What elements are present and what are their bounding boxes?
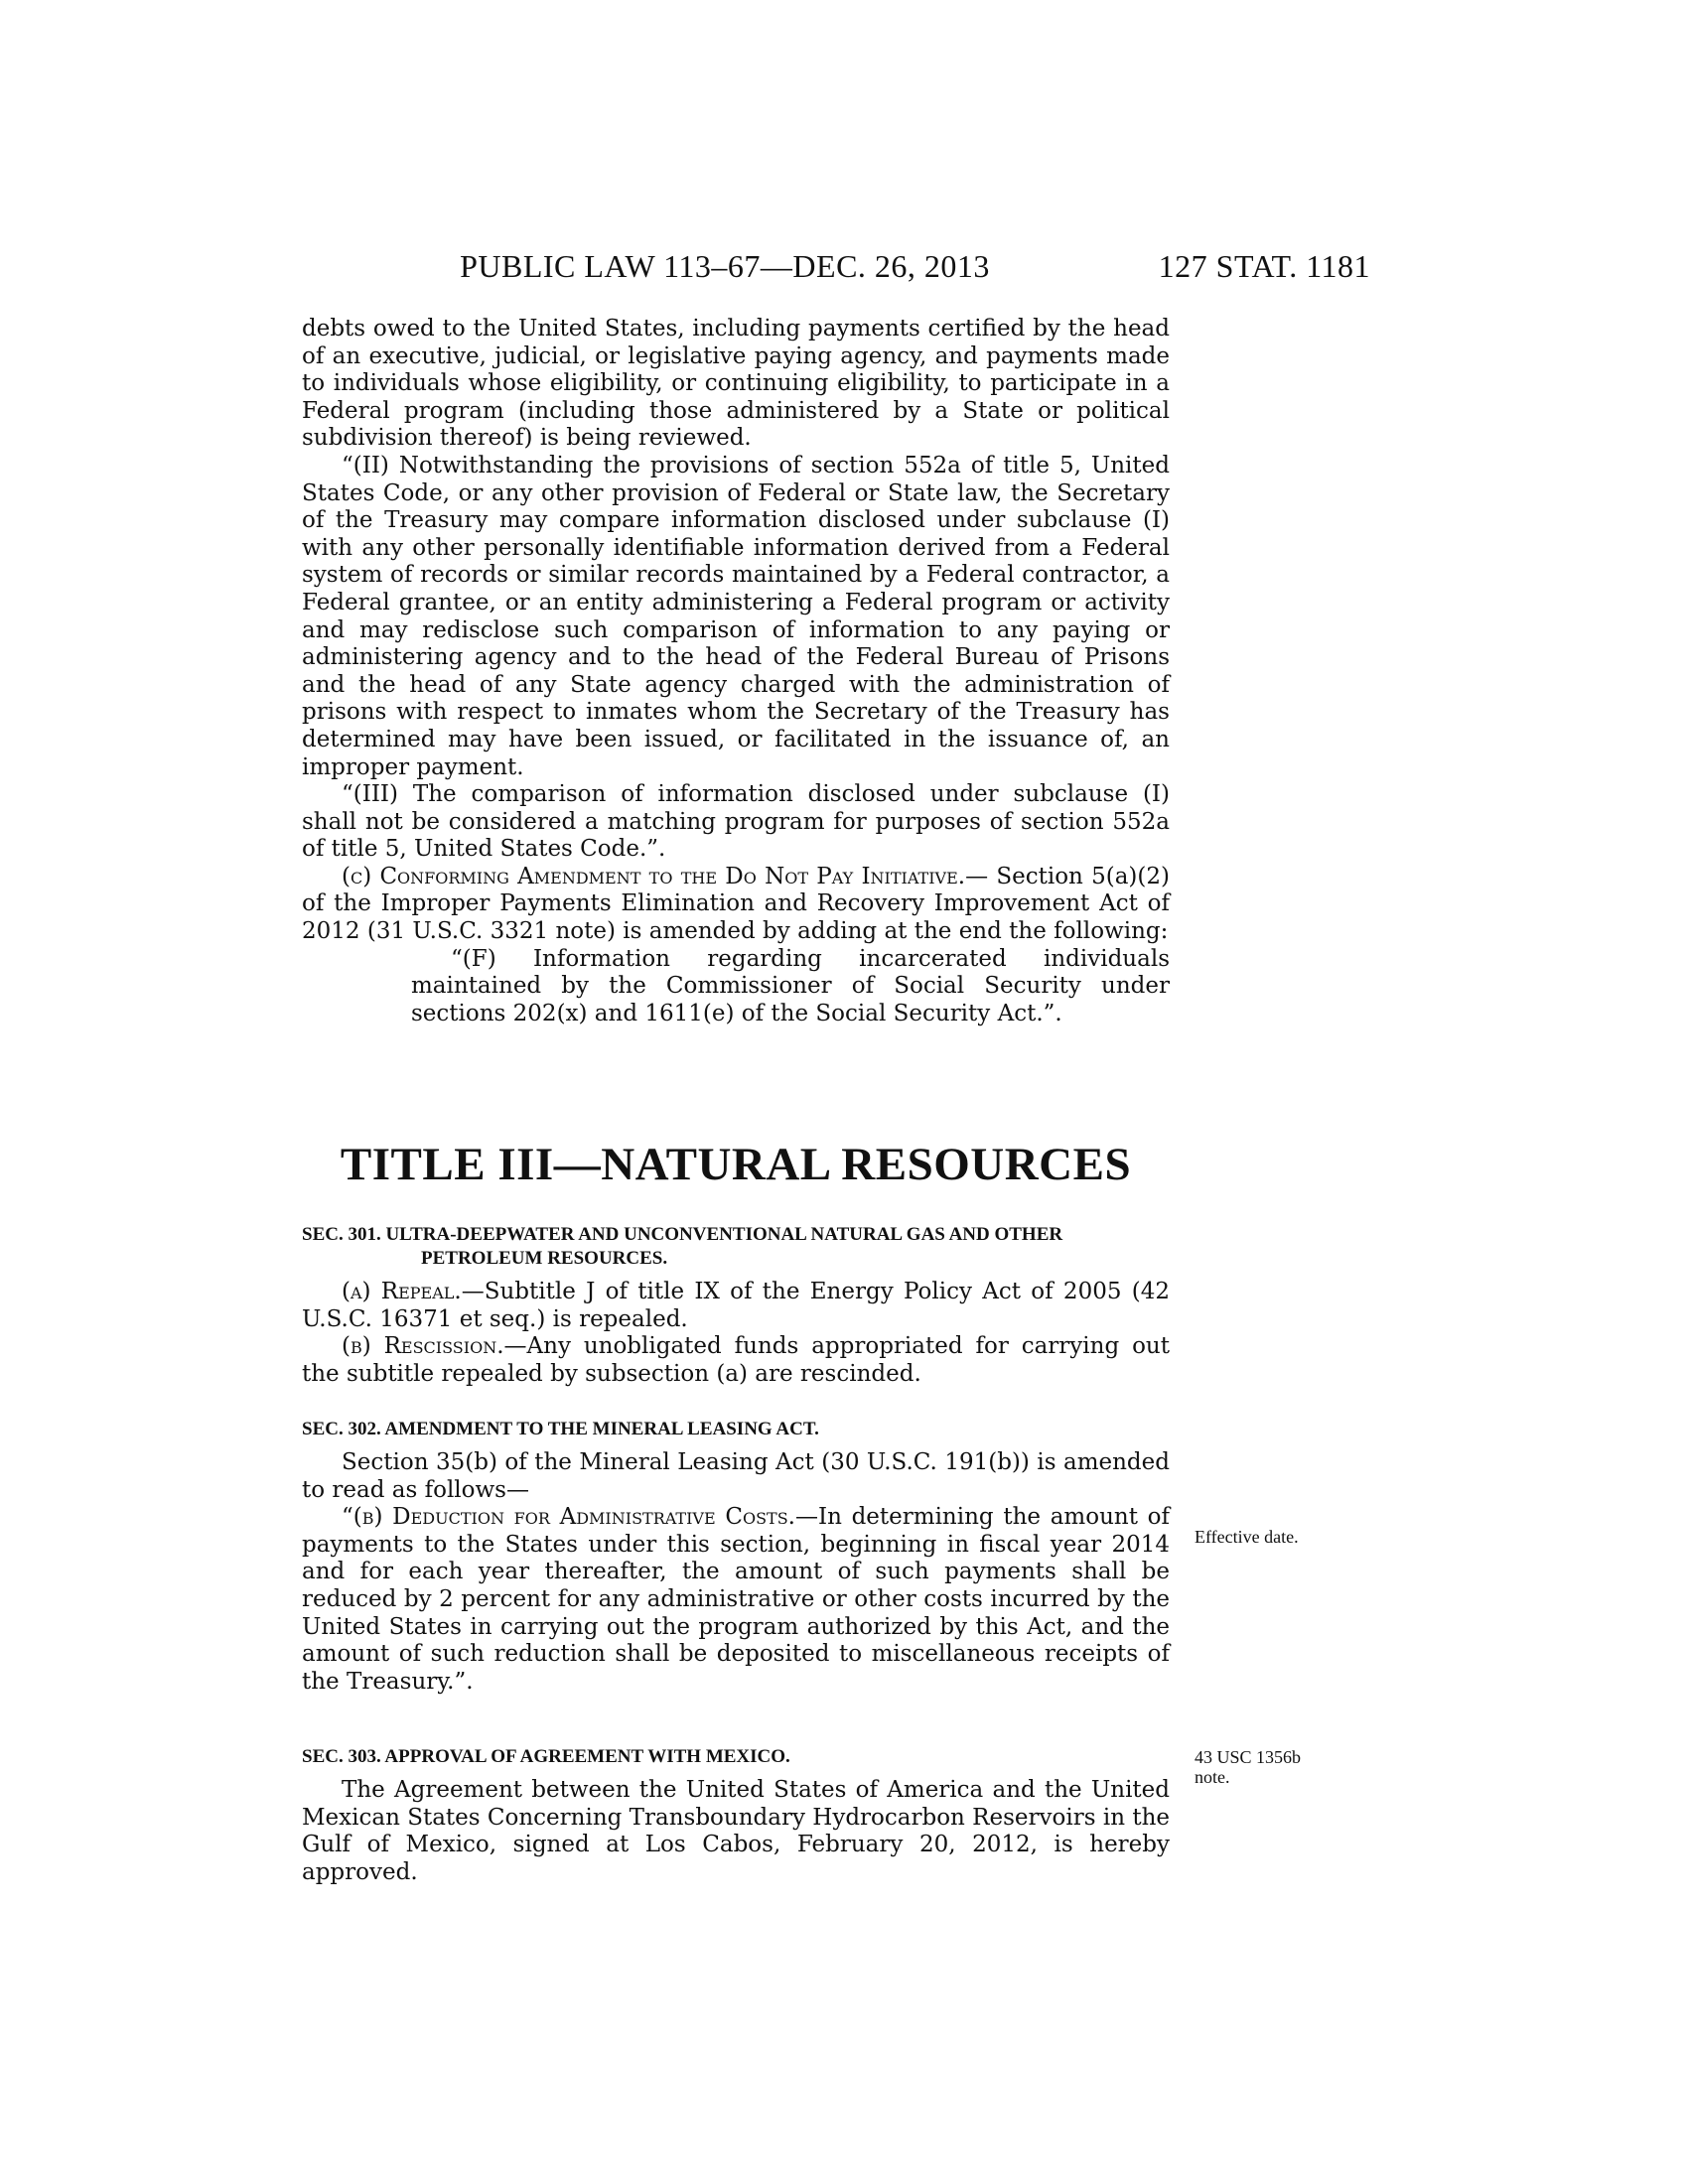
section-302-intro: Section 35(b) of the Mineral Leasing Act (30 U.S.C. 191(b)) is amended to read as follows— [302,1449,1170,1503]
section-301-b-heading: (b) Rescission.— [342,1333,527,1360]
section-303-text: The Agreement between the United States of America and the United Mexican States Concerning Transboundary Hydrocarbon Reservoirs in the Gulf of Mexico, signed at Los Cabos, February 20, 2012, is hereby approved. [302,1777,1170,1885]
running-header-title: PUBLIC LAW 113–67—DEC. 26, 2013 [460,248,990,284]
section-303-heading: SEC. 303. APPROVAL OF AGREEMENT WITH MEXICO. [302,1746,790,1767]
section-301-a-heading: (a) Repeal.— [342,1279,485,1304]
margin-note-effective-date: Effective date. [1195,1527,1299,1547]
section-302-subsection-b [302,1504,1170,1696]
section-301-subsection-b [302,1333,1170,1388]
subclause-iii-paragraph: “(III) The comparison of information disclosed under subclause (I) shall not be considered a matching program for purposes of section 552a of title 5, United States Code.”. [302,781,1170,863]
section-301 [302,1223,1170,1388]
subclause-ii-paragraph: “(II) Notwithstanding the provisions of section 552a of title 5, United States Code, or any other provision of Federal or State law, the Secretary of the Treasury may compare information disclosed under subclause (I) with any other personally identifiable information derived from a Federal system of records or similar records maintained by a Federal contractor, a Federal grantee, or an entity administering a Federal program or activity and may redisclose such comparison of information to any paying or administering agency and to the head of the Federal Bureau of Prisons and the head of any State agency charged with the administration of prisons with respect to inmates whom the Secretary of the Treasury has determined may have been issued, or facilitated in the issuance of, an improper payment. [302,452,1170,780]
section-301-a-text: Subtitle J of title IX of the Energy Policy Act of 2005 (42 U.S.C. 16371 et seq.) is repealed. [302,1279,1170,1332]
conforming-amendment-heading: (c) Conforming Amendment to the Do Not Pay Initiative.— [342,863,989,889]
continuation-block [302,316,1170,1027]
margin-note-usc-citation: 43 USC 1356b note. [1195,1747,1302,1787]
section-302 [302,1418,1170,1696]
conforming-amendment-text: Section 5(a)(2) of the Improper Payments Elimination and Recovery Improvement Act of 2012 (31 U.S.C. 3321 note) is amended by adding at the end the following: [302,863,1170,945]
section-301-heading: SEC. 301. ULTRA-DEEPWATER AND UNCONVENTIONAL NATURAL GAS AND OTHER PETROLEUM RESOURCES. [302,1224,1063,1269]
section-301-b-text: Any unobligated funds appropriated for carrying out the subtitle repealed by subsection (a) are rescinded. [302,1333,1170,1387]
section-302-b-text: In determining the amount of payments to the States under this section, beginning in fiscal year 2014 and for each year thereafter, the amount of such payments shall be reduced by 2 percent for any administrative or other costs incurred by the United States in carrying out the program authorized by this Act, and the amount of such reduction shall be deposited to miscellaneous receipts of the Treasury.”. [302,1504,1170,1695]
section-302-b-heading: “(b) Deduction for Administrative Costs.— [342,1504,818,1531]
section-302-heading: SEC. 302. AMENDMENT TO THE MINERAL LEASING ACT. [302,1419,819,1439]
section-303 [302,1745,1170,1886]
running-header-page-ref: 127 STAT. 1181 [1158,248,1370,284]
continuation-paragraph: debts owed to the United States, including payments certified by the head of an executive, judicial, or legislative paying agency, and payments made to individuals whose eligibility, or continuing eligibility, to participate in a Federal program (including those administered by a State or political subdivision thereof) is being reviewed. [302,316,1170,452]
section-301-subsection-a [302,1279,1170,1333]
quoted-subparagraph-f: “(F) Information regarding incarcerated individuals maintained by the Commissioner of Social Security under sections 202(x) and 1611(e) of the Social Security Act.”. [411,945,1170,1026]
title-heading: TITLE III—NATURAL RESOURCES [340,1139,1132,1190]
conforming-amendment-paragraph [302,864,1170,946]
